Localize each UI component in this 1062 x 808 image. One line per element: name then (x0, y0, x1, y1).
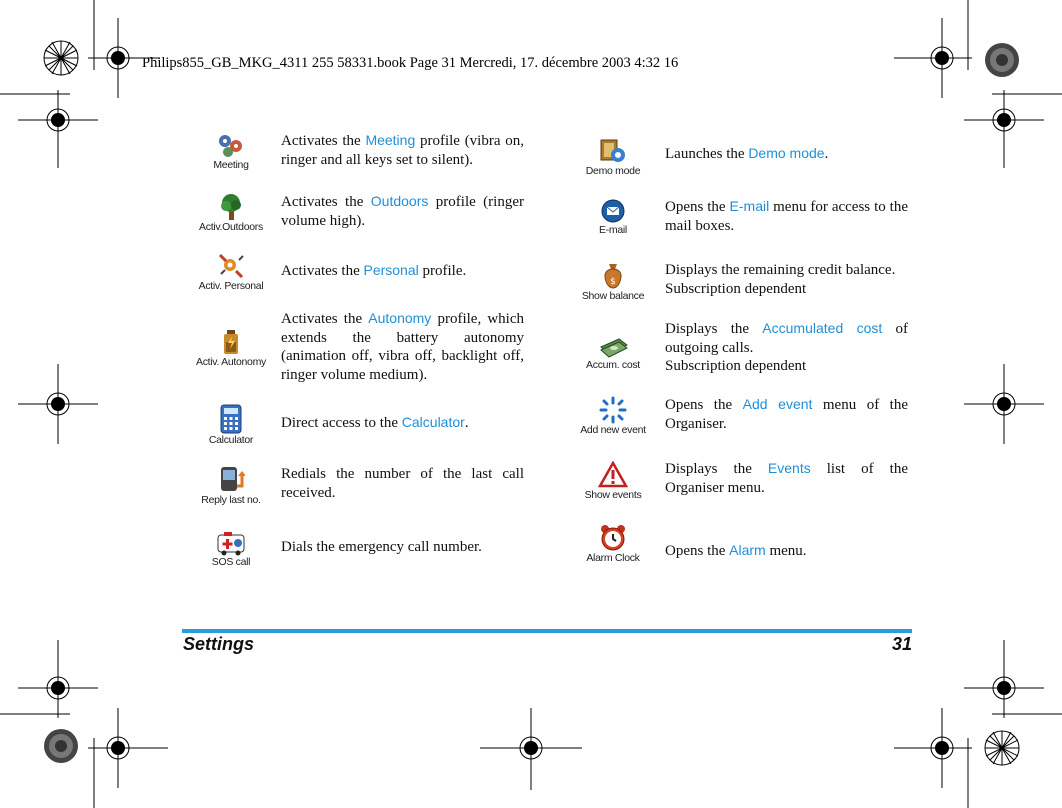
alarm-clock-icon (558, 524, 668, 564)
sos-icon (176, 530, 286, 568)
print-header: Philips855_GB_MKG_4311 255 58331.book Page 31 Mercredi, 17. décembre 2003 4:32 16 (142, 55, 679, 71)
demo-icon (558, 137, 668, 177)
icon-label: Activ. Personal (198, 280, 264, 292)
icon-label: Add new event (580, 424, 646, 436)
keyword: Events (767, 460, 811, 476)
email-description: Opens the E-mail menu for access to the mail boxes. (665, 198, 908, 234)
events-description: Displays the Events list of the Organiser menu. (665, 460, 908, 496)
autonomy-description: Activates the Autonomy profile, which extends the battery autonomy (animation off, vibra off, backlight off, ringer volume medium). (281, 310, 524, 383)
svg-text:$: $ (610, 277, 616, 287)
icon-label: SOS call (211, 556, 251, 568)
keyword: Autonomy (368, 310, 432, 326)
demo-description: Launches the Demo mode. (665, 145, 829, 162)
keyword: Meeting (365, 132, 416, 148)
sparkle-icon (558, 396, 668, 436)
calculator-icon (176, 404, 286, 446)
reply-description: Redials the number of the last call received. (281, 466, 524, 501)
tree-icon (176, 193, 286, 233)
alarm-description: Opens the Alarm menu. (665, 542, 807, 559)
keyword: Personal (363, 262, 419, 278)
footer-rule (182, 629, 912, 633)
icon-label: Activ.Outdoors (199, 221, 263, 233)
section-title: Settings (183, 634, 255, 654)
add-event-description: Opens the Add event menu of the Organiser. (665, 396, 908, 432)
icon-label: Activ. Autonomy (195, 356, 266, 368)
icon-label: Show events (584, 489, 642, 501)
cost-description: Displays the Accumulated cost of outgoing calls. Subscription dependent (665, 320, 909, 374)
personal-icon (176, 252, 286, 292)
icon-label: Calculator (208, 434, 254, 446)
icon-label: Demo mode (585, 165, 641, 177)
autonomy-icon (176, 328, 286, 368)
keyword: Add event (742, 396, 813, 412)
icon-label: E-mail (599, 224, 627, 236)
personal-description: Activates the Personal profile. (281, 262, 467, 279)
money-bag-icon (558, 260, 668, 302)
outdoors-description: Activates the Outdoors profile (ringer volume high). (281, 193, 524, 229)
email-icon (558, 198, 668, 236)
calculator-description: Direct access to the Calculator. (281, 414, 469, 431)
keyword: Alarm (729, 542, 766, 558)
page-number: 31 (891, 634, 912, 654)
keyword: Calculator (401, 414, 465, 430)
icon-label: Accum. cost (586, 359, 640, 371)
keyword: Accumulated cost (762, 320, 883, 336)
meeting-description: Activates the Meeting profile (vibra on, ringer and all keys set to silent). (281, 132, 524, 168)
icon-label: Reply last no. (201, 494, 261, 506)
meeting-icon (176, 133, 286, 171)
icon-label: Meeting (213, 159, 249, 171)
keyword: Demo mode (748, 145, 825, 161)
warning-icon (558, 461, 668, 501)
cash-icon (558, 337, 668, 371)
keyword: Outdoors (370, 193, 429, 209)
icon-label: Alarm Clock (586, 552, 640, 564)
sos-description: Dials the emergency call number. (281, 539, 482, 555)
icon-label: Show balance (581, 290, 645, 302)
balance-description: Displays the remaining credit balance. Subscription dependent (665, 262, 896, 297)
keyword: E-mail (729, 198, 770, 214)
reply-icon (176, 464, 286, 506)
